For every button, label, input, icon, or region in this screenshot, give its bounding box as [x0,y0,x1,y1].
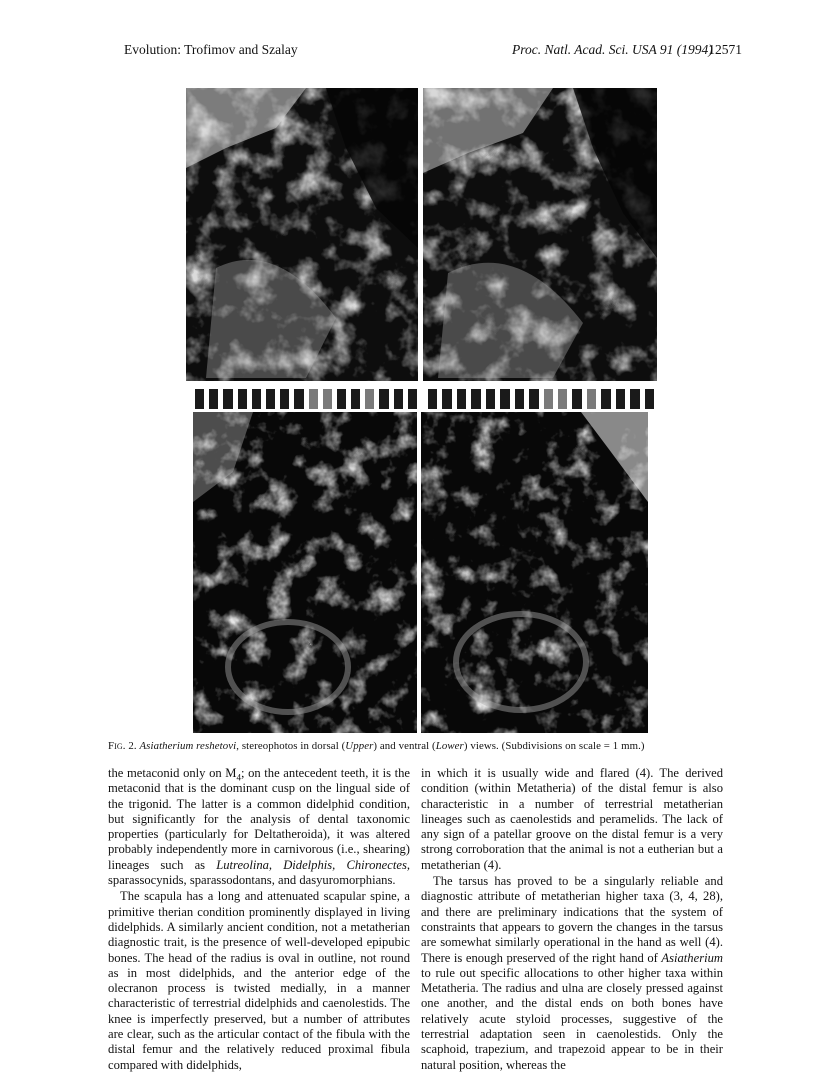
caption-upper: Upper [345,740,374,752]
caption-text: ) and ventral ( [373,740,436,752]
caption-text: , stereophotos in dorsal ( [236,740,346,752]
header-journal: Proc. Natl. Acad. Sci. USA 91 (1994) [512,42,713,57]
left-column [108,766,410,1073]
figure-label: Fig. 2. [108,740,137,752]
caption-text: ) views. (Subdivisions on scale = 1 mm.) [463,740,645,752]
running-header [124,42,742,62]
stereophoto-upper-right [423,88,657,381]
paragraph: in which it is usually wide and flared (4). The derived condition (within Metatheria) of the distal femur is also characteristic in a number of terrestrial metatherian lineages such as caenolestids and peramelids. The lack of any sign of a patellar groove on the distal femur is a very strong corroboration that the animal is not a eutherian but a metatherian (4). [421,766,723,872]
page-number: 12571 [708,42,742,57]
caption-lower: Lower [435,740,464,752]
paragraph: The scapula has a long and attenuated scapular spine, a primitive therian condition prominently displayed in living didelphids. A similarly ancient condition, not a metatherian diagnostic trait, is the presence of well-developed epipubic bones. The head of the radius is oval in outline, not round as in most didelphids, and the anterior edge of the olecranon process is twisted medially, in a manner characteristic of terrestrial didelphids and caenolestids. The knee is imperfectly preserved, but a number of attributes are clear, such as the articular contact of the fibula with the distal femur and the relatively reduced proximal fibula compared with didelphids, [108,889,410,1072]
paragraph: The tarsus has proved to be a singularly reliable and diagnostic attribute of metatherian higher taxa (3, 4, 28), and there are preliminary indications that the system of constraints that appears to govern the changes in the tarsus are somewhat similarly operational in the hand as well (4). There is enough preserved of the right hand of Asiatherium to rule out specific allocations to other higher taxa within Metatheria. The radius and ulna are closely pressed against one another, and the distal ends on both bones have relatively acute styloid processes, suggestive of the terrestrial adaptation seen in caenolestids. Only the scaphoid, trapezium, and trapezoid appear to be in their natural position, whereas the [421,874,723,1072]
stereophoto-upper-left [186,88,418,381]
species-name: Asiatherium reshetovi [139,740,237,752]
paragraph: the metaconid only on $M_4$; on the antecedent teeth, it is the metaconid that is the dominant cusp on the lingual side of the trigonid. The latter is a common didelphid condition, but significantly for the analysis of dental taxonomic properties (particularly for Deltatheroida), it was altered probably independently more in carnivorous (i.e., shearing) lineages such as Lutreolina, Didelphis, Chironectes, sparassocynids, sparassodontans, and dasyuromorphians. [108,766,410,888]
right-column [421,766,723,1073]
header-authors: Evolution: Trofimov and Szalay [124,42,298,57]
figure-caption [108,740,728,752]
scale-bar-left [195,389,417,409]
stereophoto-lower-right [421,412,648,733]
scale-bar-right [428,389,654,409]
stereophoto-lower-left [193,412,417,733]
